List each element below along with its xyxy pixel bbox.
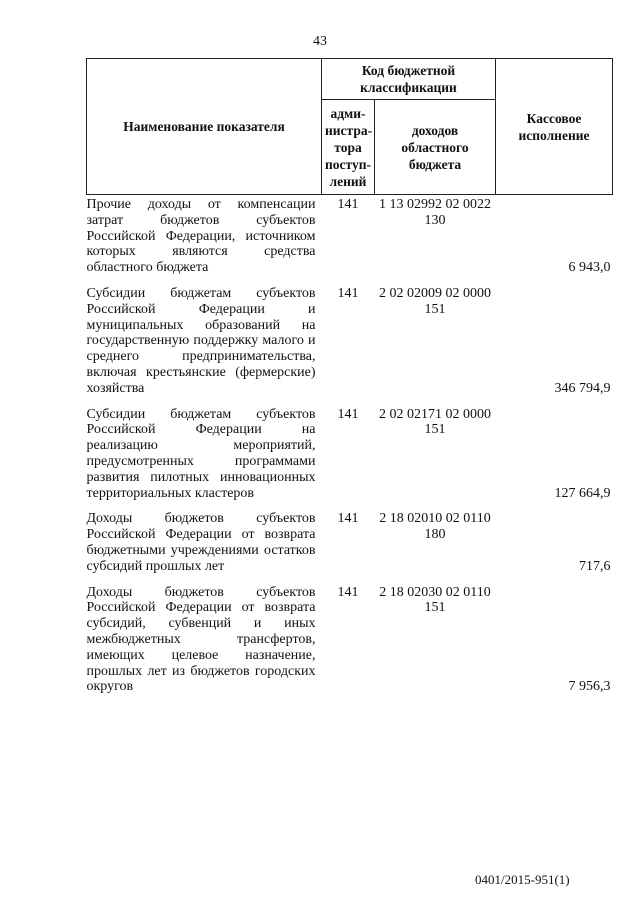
page-number: 43 xyxy=(313,34,327,49)
table-row xyxy=(87,405,613,510)
indicator-name: Прочие доходы от компенсации затрат бюджетов субъектов Российской Федерации, источником которых являются средства областного бюджета xyxy=(86,197,316,276)
header-cash-execution: Кассовое исполнение xyxy=(496,59,613,195)
indicator-name: Доходы бюджетов субъектов Российской Федерации от возврата бюджетными учреждениями остатков субсидий прошлых лет xyxy=(86,511,316,574)
table-header xyxy=(87,59,613,195)
admin-code: 141 xyxy=(337,511,359,527)
admin-code: 141 xyxy=(337,285,359,301)
indicator-name: Субсидии бюджетам субъектов Российской Федерации на реализацию мероприятий, предусмотренных программами развития пилотных инновационных территориальных кластеров xyxy=(86,406,316,501)
cash-execution-value: 717,6 xyxy=(579,558,611,574)
income-code: 1 13 02992 02 0022 130 xyxy=(379,197,491,228)
income-code: 2 02 02171 02 0000 151 xyxy=(379,406,491,438)
admin-code: 141 xyxy=(337,406,359,422)
cash-execution-value: 127 664,9 xyxy=(554,485,611,501)
table-row xyxy=(87,195,613,284)
document-code: 0401/2015-951(1) xyxy=(475,872,570,887)
header-indicator-name: Наименование показателя xyxy=(87,59,322,195)
header-budget-code: Код бюджетной классификации xyxy=(322,59,496,100)
table-row xyxy=(87,509,613,582)
admin-code: 141 xyxy=(337,584,359,600)
budget-table xyxy=(86,58,613,703)
cash-execution-value: 346 794,9 xyxy=(554,380,611,396)
header-regional-income: доходов областного бюджета xyxy=(375,100,496,195)
indicator-name: Доходы бюджетов субъектов Российской Федерации от возврата субсидий, субвенций и иных межбюджетных трансфертов, имеющих целевое назначение, прошлых лет из бюджетов городских округов xyxy=(86,584,316,695)
cash-execution-value: 7 956,3 xyxy=(568,679,611,695)
income-code: 2 18 02030 02 0110 151 xyxy=(379,584,491,616)
table-row xyxy=(87,583,613,704)
income-code: 2 02 02009 02 0000 151 xyxy=(379,285,491,317)
table-body xyxy=(87,195,613,704)
cash-execution-value: 6 943,0 xyxy=(568,260,611,276)
table-row xyxy=(87,284,613,405)
income-code: 2 18 02010 02 0110 180 xyxy=(379,511,491,543)
admin-code: 141 xyxy=(337,197,359,212)
indicator-name: Субсидии бюджетам субъектов Российской Федерации и муниципальных образований на государственную поддержку малого и среднего предпринимательства, включая крестьянские (фермерские) хозяйства xyxy=(86,285,316,396)
header-administrator: адми- нистра- тора поступ- лений xyxy=(322,100,375,195)
